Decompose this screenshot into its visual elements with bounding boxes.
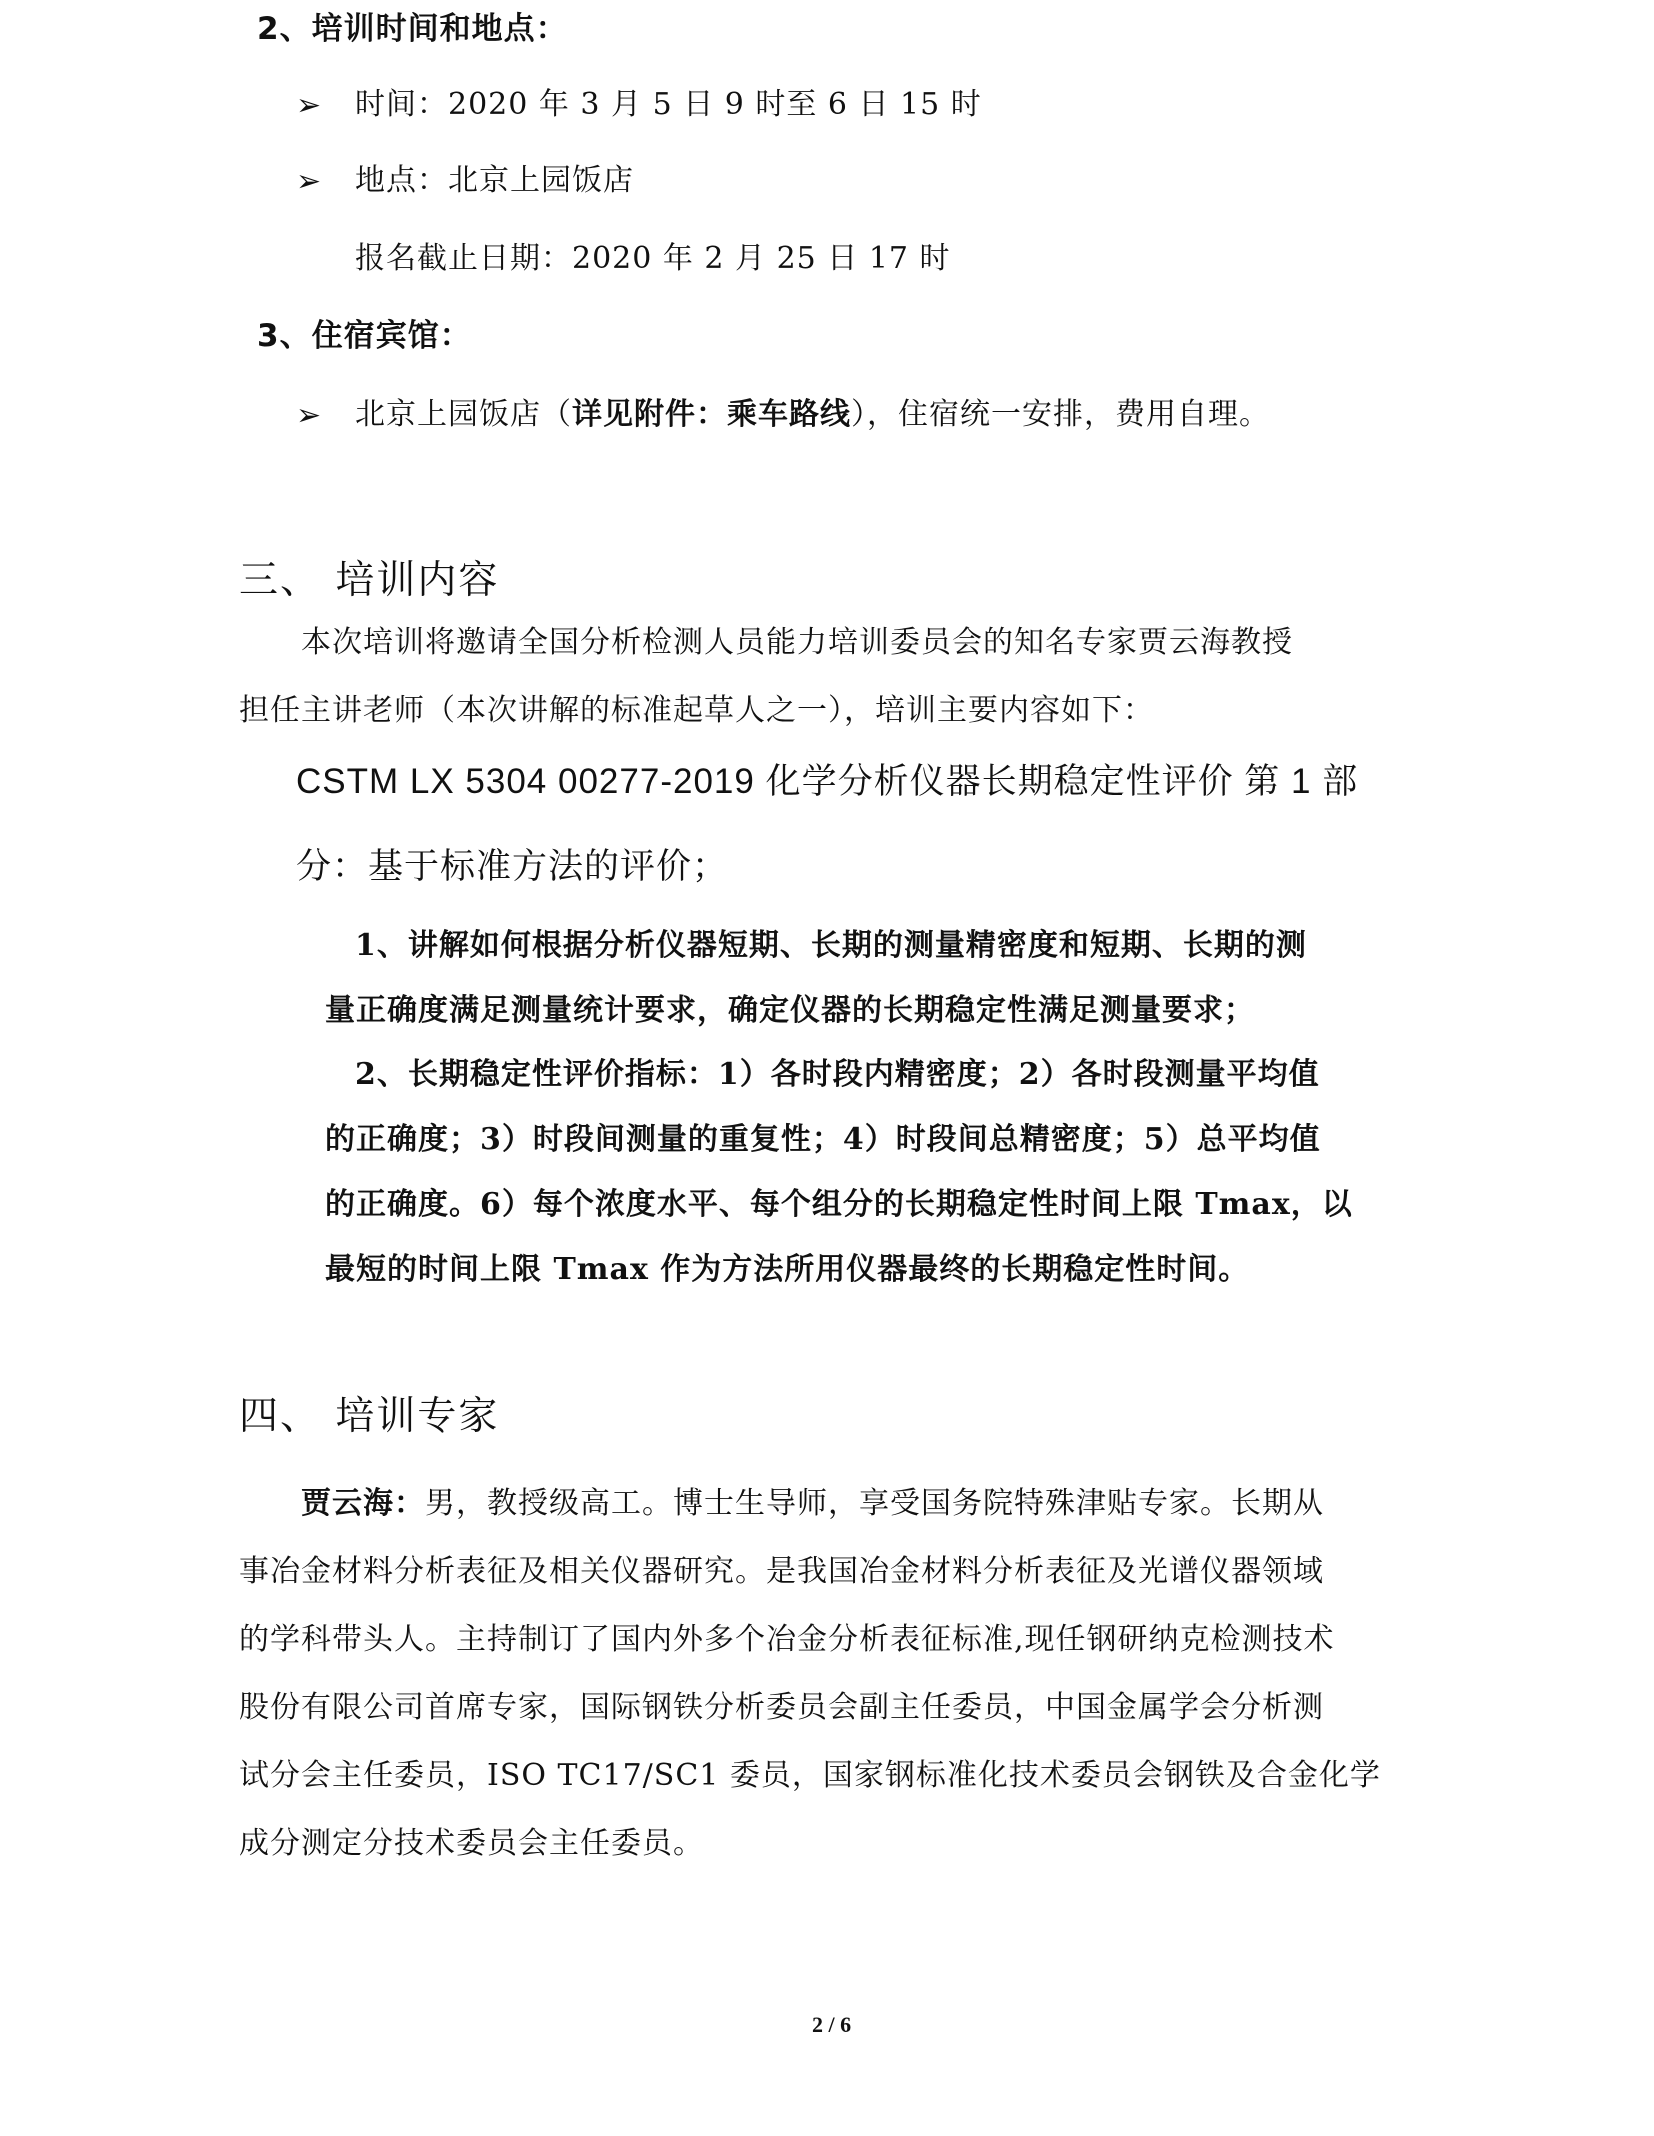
standard-title-line2: 分：基于标准方法的评价； (296, 847, 729, 886)
place-bullet-icon: ➢ (296, 164, 322, 199)
lodging-line (355, 397, 1270, 432)
training-time: 时间：2020 年 3 月 5 日 9 时至 6 日 15 时 (355, 87, 982, 122)
lodging-bullet-icon: ➢ (296, 398, 322, 433)
expert-bio-intro: 男，教授级高工。博士生导师，享受国务院特殊津贴专家。长期从 (425, 1486, 1324, 1521)
expert-name: 贾云海： (301, 1486, 425, 1521)
expert-bio-line1 (301, 1486, 1324, 1521)
content-intro-line2: 担任主讲老师（本次讲解的标准起草人之一），培训主要内容如下： (239, 693, 1154, 728)
standard-title-line1: CSTM LX 5304 00277-2019 化学分析仪器长期稳定性评价 第 1 部 (296, 762, 1359, 801)
lodging-arrangement-text: ），住宿统一安排，费用自理。 (851, 397, 1270, 432)
expert-bio-line3: 的学科带头人。主持制订了国内外多个冶金分析表征标准,现任钢研纳克检测技术 (239, 1622, 1335, 1657)
expert-bio-line2: 事冶金材料分析表征及相关仪器研究。是我国冶金材料分析表征及光谱仪器领域 (239, 1554, 1324, 1589)
content-intro-line1: 本次培训将邀请全国分析检测人员能力培训委员会的知名专家贾云海教授 (301, 625, 1293, 660)
lodging-heading: 3、住宿宾馆： (257, 318, 472, 354)
expert-bio-line5: 试分会主任委员，ISO TC17/SC1 委员，国家钢标准化技术委员会钢铁及合金化学 (239, 1758, 1381, 1793)
section-three-title: 三、 培训内容 (239, 558, 500, 603)
content-point2-line3: 的正确度。6）每个浓度水平、每个组分的长期稳定性时间上限 Tmax，以 (325, 1187, 1353, 1222)
expert-bio-line6: 成分测定分技术委员会主任委员。 (239, 1826, 704, 1861)
schedule-heading: 2、培训时间和地点： (257, 11, 568, 47)
content-point2-line1: 2、长期稳定性评价指标：1）各时段内精密度；2）各时段测量平均值 (355, 1057, 1320, 1092)
registration-deadline: 报名截止日期：2020 年 2 月 25 日 17 时 (355, 241, 951, 276)
expert-bio-line4: 股份有限公司首席专家，国际钢铁分析委员会副主任委员，中国金属学会分析测 (239, 1690, 1324, 1725)
lodging-attachment-note: 详见附件：乘车路线 (572, 397, 851, 432)
content-point2-line4: 最短的时间上限 Tmax 作为方法所用仪器最终的长期稳定性时间。 (325, 1252, 1250, 1287)
content-point1-line2: 量正确度满足测量统计要求，确定仪器的长期稳定性满足测量要求； (325, 993, 1255, 1028)
page-number: 2 / 6 (812, 2012, 852, 2037)
time-bullet-icon: ➢ (296, 88, 322, 123)
lodging-hotel-text: 北京上园饭店（ (355, 397, 572, 432)
content-point2-line2: 的正确度；3）时段间测量的重复性；4）时段间总精密度；5）总平均值 (325, 1122, 1321, 1157)
content-point1-line1: 1、讲解如何根据分析仪器短期、长期的测量精密度和短期、长期的测 (355, 928, 1307, 963)
training-place: 地点：北京上园饭店 (355, 163, 634, 198)
section-four-title: 四、 培训专家 (239, 1394, 500, 1439)
